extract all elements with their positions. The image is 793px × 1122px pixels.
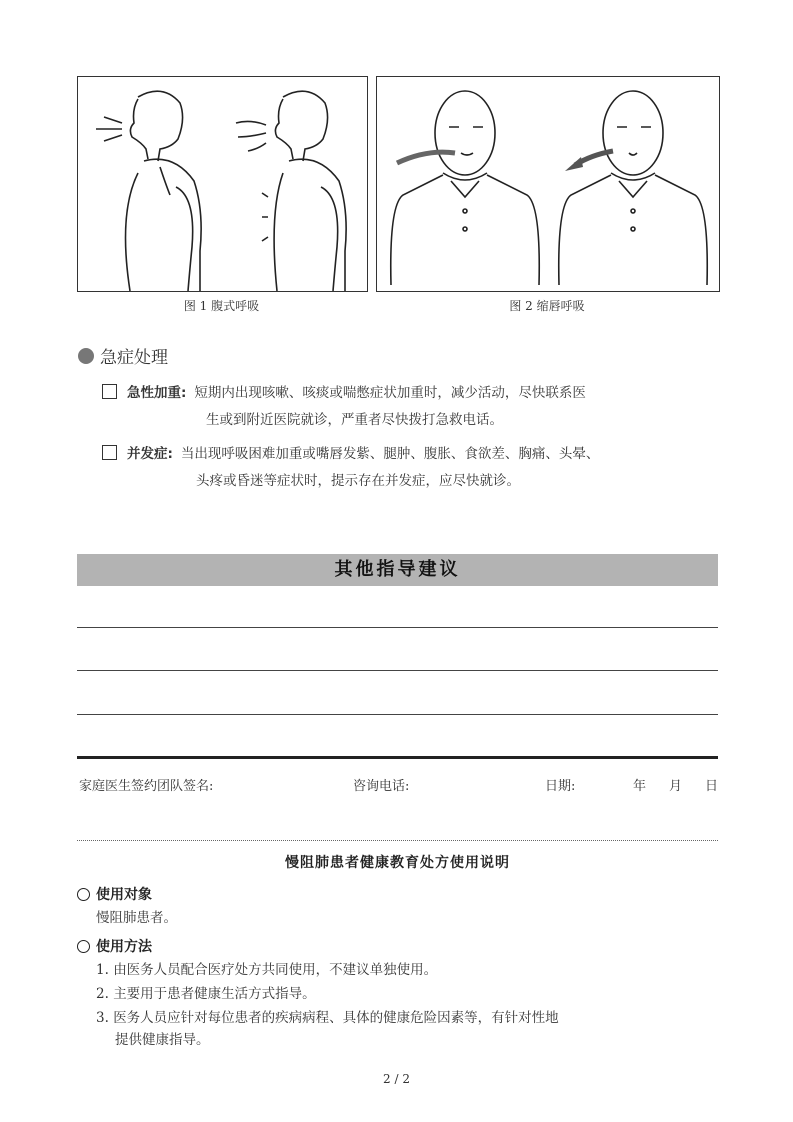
writing-line <box>77 627 718 628</box>
target-heading <box>77 884 152 904</box>
emergency-item-acute <box>102 380 586 434</box>
writing-line <box>77 670 718 671</box>
year-label: 年 <box>633 779 647 794</box>
dotted-divider <box>77 840 718 841</box>
method-text: 由医务人员配合医疗处方共同使用，不建议单独使用。 <box>113 962 438 978</box>
target-text: 慢阻肺患者。 <box>96 910 177 926</box>
method-number: 1. <box>96 962 109 978</box>
item-text-line1: 短期内出现咳嗽、咳痰或喘憋症状加重时，减少活动，尽快联系医 <box>194 385 586 401</box>
method-item <box>96 983 316 1005</box>
day-label: 日 <box>705 779 719 794</box>
consult-phone-label: 咨询电话: <box>353 779 410 794</box>
figure-2-caption: 图 2 缩唇呼吸 <box>509 299 585 313</box>
figure-pursed-lip-breathing <box>376 76 720 292</box>
method-number: 2. <box>96 986 109 1002</box>
other-guidance-banner: 其他指导建议 <box>77 554 718 586</box>
item-label: 并发症: <box>127 446 173 462</box>
month-label: 月 <box>669 779 683 794</box>
item-text-line2: 头疼或昏迷等症状时，提示存在并发症，应尽快就诊。 <box>196 473 520 489</box>
circle-bullet-icon <box>77 940 90 953</box>
team-signature-label: 家庭医生签约团队签名: <box>79 779 214 794</box>
item-label: 急性加重: <box>127 385 187 401</box>
section-divider <box>77 756 718 759</box>
method-item <box>96 1007 559 1029</box>
instructions-title: 慢阻肺患者健康教育处方使用说明 <box>285 855 510 871</box>
pursed-lip-breathing-illustration <box>377 77 719 291</box>
item-text-line1: 当出现呼吸困难加重或嘴唇发紫、腿肿、腹胀、食欲差、胸痛、头晕、 <box>180 446 600 462</box>
writing-line <box>77 714 718 715</box>
date-label: 日期: <box>545 779 576 794</box>
checkbox[interactable] <box>102 445 117 460</box>
circle-bullet-icon <box>77 888 90 901</box>
method-text: 医务人员应针对每位患者的疾病病程、具体的健康危险因素等，有针对性地 <box>113 1010 559 1026</box>
emergency-item-complication <box>102 441 599 495</box>
page-number: 2 / 2 <box>383 1072 410 1086</box>
bullet-dot-icon <box>78 348 94 364</box>
abdominal-breathing-illustration <box>78 77 367 291</box>
method-title: 使用方法 <box>96 939 152 955</box>
method-heading <box>77 936 152 956</box>
method-text: 主要用于患者健康生活方式指导。 <box>113 986 316 1002</box>
figure-1-caption: 图 1 腹式呼吸 <box>183 299 260 313</box>
method-text-line2: 提供健康指导。 <box>115 1032 210 1048</box>
emergency-heading <box>78 343 168 368</box>
method-item <box>96 959 437 981</box>
figure-abdominal-breathing <box>77 76 368 292</box>
method-number: 3. <box>96 1010 109 1026</box>
checkbox[interactable] <box>102 384 117 399</box>
item-text-line2: 生或到附近医院就诊，严重者尽快拨打急救电话。 <box>206 412 503 428</box>
emergency-title: 急症处理 <box>100 348 168 368</box>
target-title: 使用对象 <box>96 887 152 903</box>
